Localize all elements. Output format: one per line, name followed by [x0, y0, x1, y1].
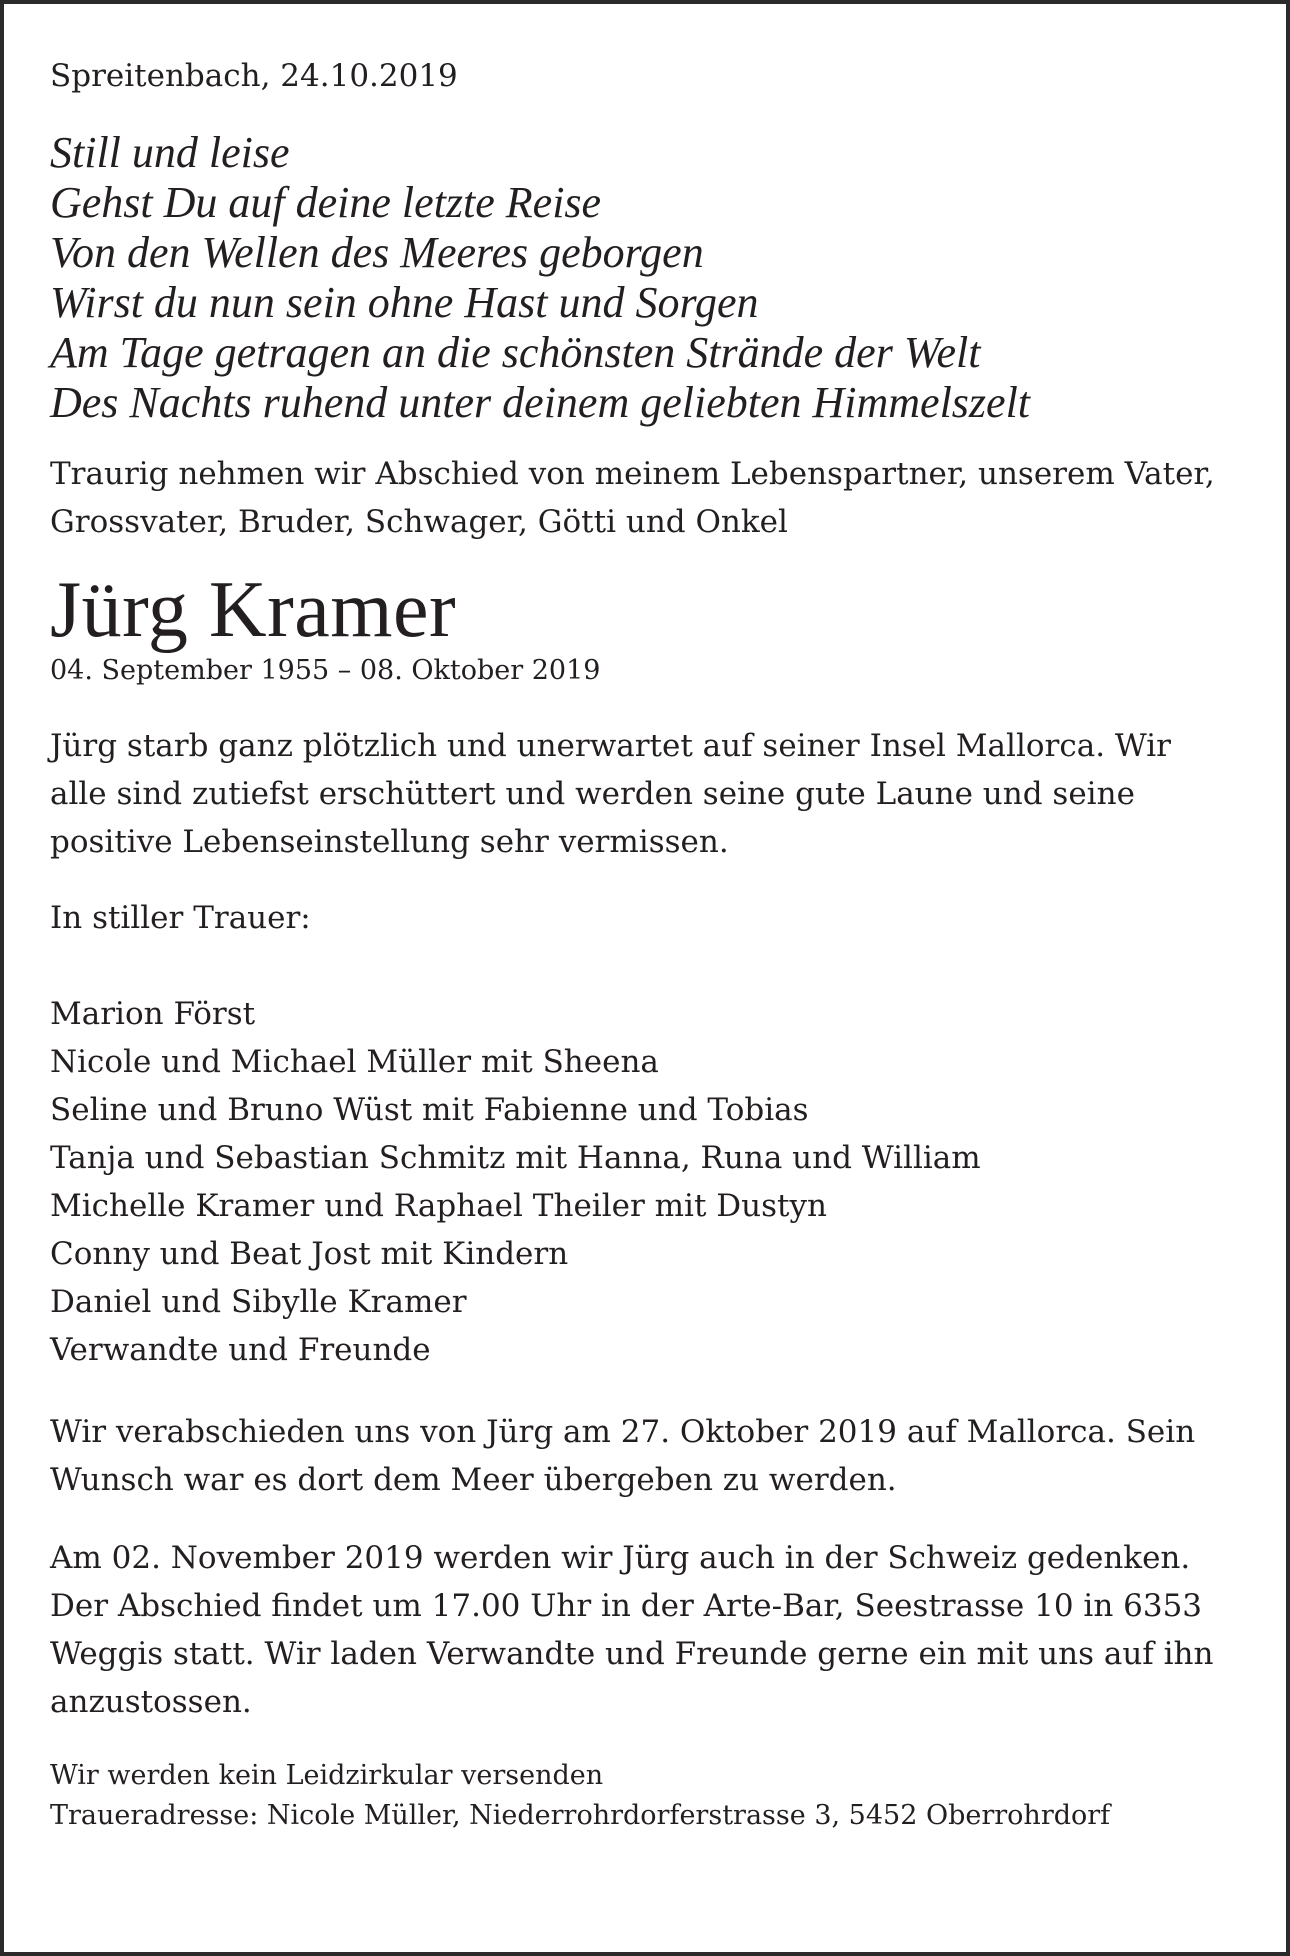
footer [50, 1756, 1226, 1836]
mourner-line: Michelle Kramer und Raphael Theiler mit Dustyn [50, 1188, 827, 1224]
poem-line: Am Tage getragen an die schönsten Strände der Welt [50, 328, 981, 377]
no-circular-note: Wir werden kein Leidzirkular versenden [50, 1760, 604, 1791]
poem [50, 128, 1226, 428]
poem-line: Wirst du nun sein ohne Hast und Sorgen [50, 278, 759, 327]
deceased-name: Jürg Kramer [50, 566, 457, 654]
farewell-mallorca: Wir verabschieden uns von Jürg am 27. Oktober 2019 auf Mallorca. Sein Wunsch war es dort dem Meer übergeben zu werden. [50, 1414, 1196, 1498]
intro-text: Traurig nehmen wir Abschied von meinem Lebenspartner, unserem Vater, Grossvater, Bruder, Schwager, Götti und Onkel [50, 456, 1215, 540]
mourning-address: Traueradresse: Nicole Müller, Niederrohrdorferstrasse 3, 5452 Oberrohrdorf [50, 1800, 1111, 1831]
mourners-list [50, 990, 1226, 1374]
place-date: Spreitenbach, 24.10.2019 [50, 58, 458, 94]
poem-line: Von den Wellen des Meeres geborgen [50, 228, 704, 277]
poem-line: Gehst Du auf deine letzte Reise [50, 178, 602, 227]
mourners-title: In stiller Trauer: [50, 900, 311, 936]
life-dates: 04. September 1955 – 08. Oktober 2019 [50, 655, 601, 686]
mourner-line: Verwandte und Freunde [50, 1332, 431, 1368]
mourner-line: Marion Först [50, 996, 256, 1032]
tribute-paragraph: Jürg starb ganz plötzlich und unerwartet auf seiner Insel Mallorca. Wir alle sind zutiefst erschüttert und werden seine gute Laune und seine positive Lebenseinstellung sehr vermissen. [50, 728, 1171, 860]
mourner-line: Tanja und Sebastian Schmitz mit Hanna, Runa und William [50, 1140, 981, 1176]
mourner-line: Conny und Beat Jost mit Kindern [50, 1236, 569, 1272]
farewell-switzerland: Am 02. November 2019 werden wir Jürg auch in der Schweiz gedenken. Der Abschied findet um 17.00 Uhr in der Arte-Bar, Seestrasse 10 in 6353 Weggis statt. Wir laden Verwandte und Freunde gerne ein mit uns auf ihn anzustossen. [50, 1540, 1214, 1720]
poem-line: Still und leise [50, 128, 290, 177]
mourner-line: Daniel und Sibylle Kramer [50, 1284, 467, 1320]
mourner-line: Seline und Bruno Wüst mit Fabienne und Tobias [50, 1092, 809, 1128]
mourner-line: Nicole und Michael Müller mit Sheena [50, 1044, 659, 1080]
poem-line: Des Nachts ruhend unter deinem geliebten Himmelszelt [50, 378, 1031, 427]
